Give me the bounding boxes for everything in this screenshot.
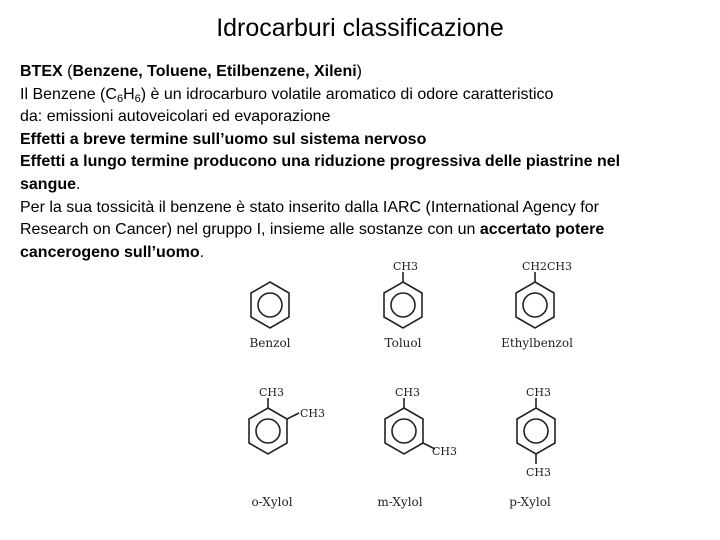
- toluol-ring: [384, 272, 422, 328]
- benzol-ring: [251, 282, 289, 328]
- benzol-label: Benzol: [249, 336, 291, 350]
- p-xylol-label: p-Xylol: [509, 495, 551, 509]
- p-xylol-ring: [517, 398, 555, 464]
- toluol-group: CH3: [393, 260, 419, 273]
- o-xylol-ring: [249, 398, 299, 454]
- formula-sub-c: 6: [116, 92, 124, 105]
- o-xylol-group-1: CH3: [259, 386, 285, 399]
- period: .: [76, 175, 81, 193]
- line-sources: da: emissioni autoveicolari ed evaporazione: [20, 108, 331, 126]
- m-xylol-ring: [385, 398, 435, 454]
- toluol-label: Toluol: [384, 336, 422, 350]
- o-xylol-label: o-Xylol: [251, 495, 293, 509]
- paren-open: (: [62, 63, 73, 80]
- btex-list: Benzene, Toluene, Etilbenzene, Xileni: [72, 63, 357, 80]
- research-pre: Research on Cancer) nel gruppo I, insieme alle sostanze con un: [20, 221, 480, 239]
- period-2: .: [199, 243, 205, 261]
- formula-h: H: [123, 85, 135, 103]
- m-xylol-group-2: CH3: [432, 445, 458, 458]
- p-xylol-group-1: CH3: [526, 386, 552, 399]
- btex-term: BTEX: [20, 63, 63, 80]
- sangue-word: sangue: [20, 175, 77, 193]
- m-xylol-group-1: CH3: [395, 386, 421, 399]
- cancerogeno-term: cancerogeno sull’uomo: [20, 243, 200, 261]
- m-xylol-label: m-Xylol: [377, 495, 423, 509]
- ethylbenzol-ring: [516, 272, 554, 328]
- long-term-effects: Effetti a lungo termine producono una riduzione progressiva delle piastrine nel: [20, 153, 621, 171]
- page-title: Idrocarburi classificazione: [216, 14, 504, 42]
- formula-post: ) è un idrocarburo volatile aromatico di odore caratteristico: [140, 85, 554, 103]
- formula-pre: Il Benzene (C: [20, 85, 117, 103]
- p-xylol-group-2: CH3: [526, 466, 552, 479]
- ethylbenzol-group: CH2CH3: [522, 260, 573, 273]
- formula-sub-h: 6: [134, 92, 141, 105]
- accertato-potere: accertato potere: [479, 221, 605, 239]
- ethylbenzol-label: Ethylbenzol: [501, 336, 573, 350]
- o-xylol-group-2: CH3: [300, 407, 326, 420]
- short-term-effects: Effetti a breve termine sull’uomo sul sistema nervoso: [20, 130, 427, 148]
- paren-close: ): [356, 63, 362, 80]
- line-iarc: Per la sua tossicità il benzene è stato inserito dalla IARC (International Agency for: [20, 198, 599, 216]
